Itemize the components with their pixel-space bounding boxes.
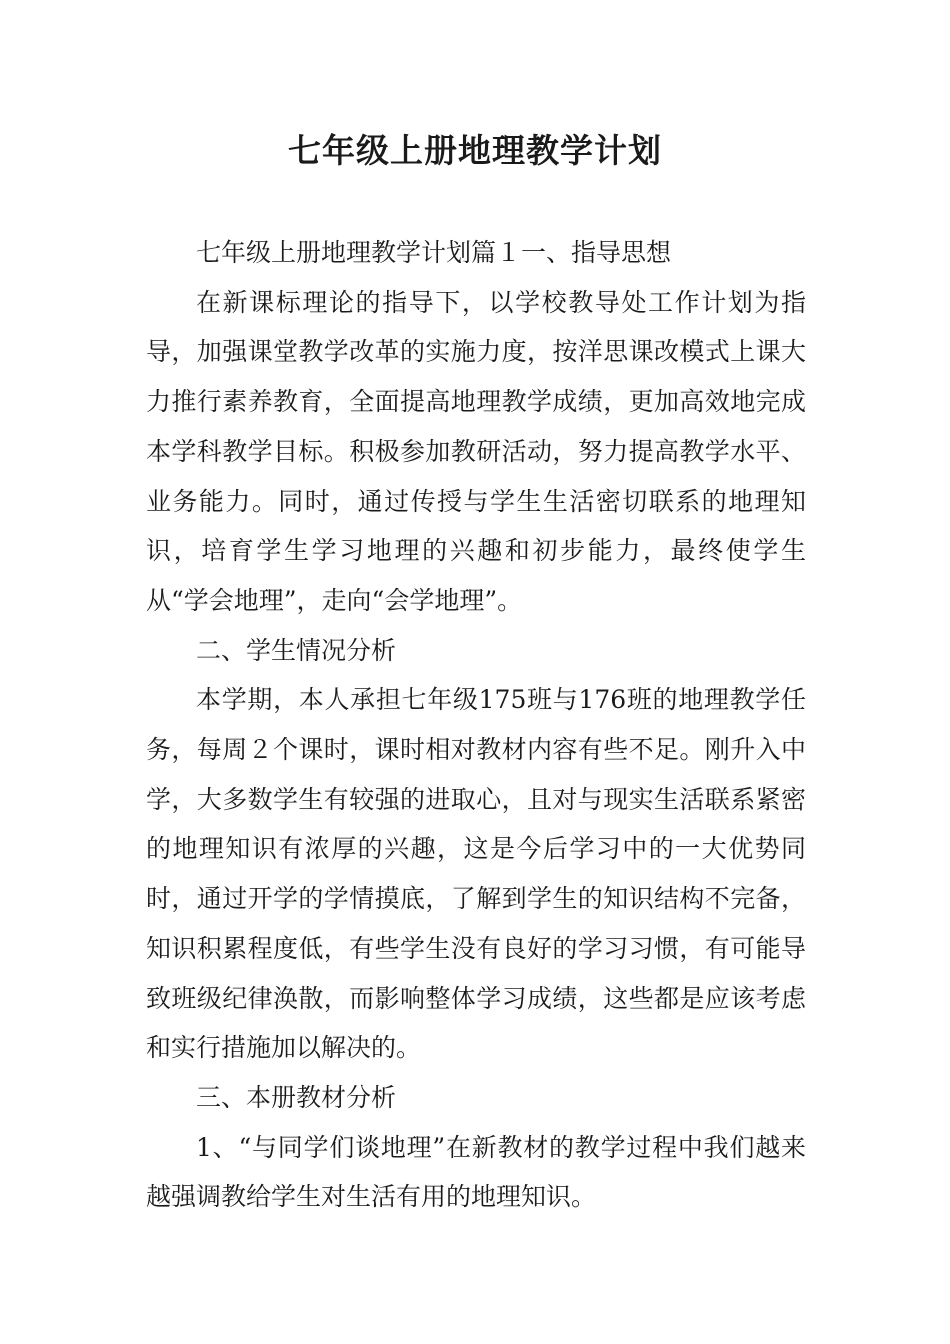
document-body xyxy=(146,228,806,1222)
paragraph-guiding-ideology: 在新课标理论的指导下，以学校教导处工作计划为指导，加强课堂教学改革的实施力度，按洋思课改模式上课大力推行素养教育，全面提高地理教学成绩，更加高效地完成本学科教学目标。积极参加教研活动，努力提高教学水平、业务能力。同时，通过传授与学生生活密切联系的地理知识，培育学生学习地理的兴趣和初步能力，最终使学生从“学会地理”，走向“会学地理”。 xyxy=(146,287,806,615)
paragraph-heading-textbook-analysis: 三、本册教材分析 xyxy=(196,1082,397,1112)
paragraph-heading-student-analysis: 二、学生情况分析 xyxy=(196,635,397,665)
document-title: 七年级上册地理教学计划 xyxy=(288,131,662,170)
paragraph-textbook-analysis: 1、“与同学们谈地理”在新教材的教学过程中我们越来越强调教给学生对生活有用的地理知识。 xyxy=(146,1132,806,1212)
paragraph-heading-guiding-ideology: 七年级上册地理教学计划篇１一、指导思想 xyxy=(196,238,672,267)
paragraph-student-analysis: 本学期，本人承担七年级175班与176班的地理教学任务，每周２个课时，课时相对教材内容有些不足。刚升入中学，大多数学生有较强的进取心，且对与现实生活联系紧密的地理知识有浓厚的兴趣，这是今后学习中的一大优势同时，通过开学的学情摸底，了解到学生的知识结构不完备，知识积累程度低，有些学生没有良好的学习习惯，有可能导致班级纪律涣散，而影响整体学习成绩，这些都是应该考虑和实行措施加以解决的。 xyxy=(146,685,806,1063)
